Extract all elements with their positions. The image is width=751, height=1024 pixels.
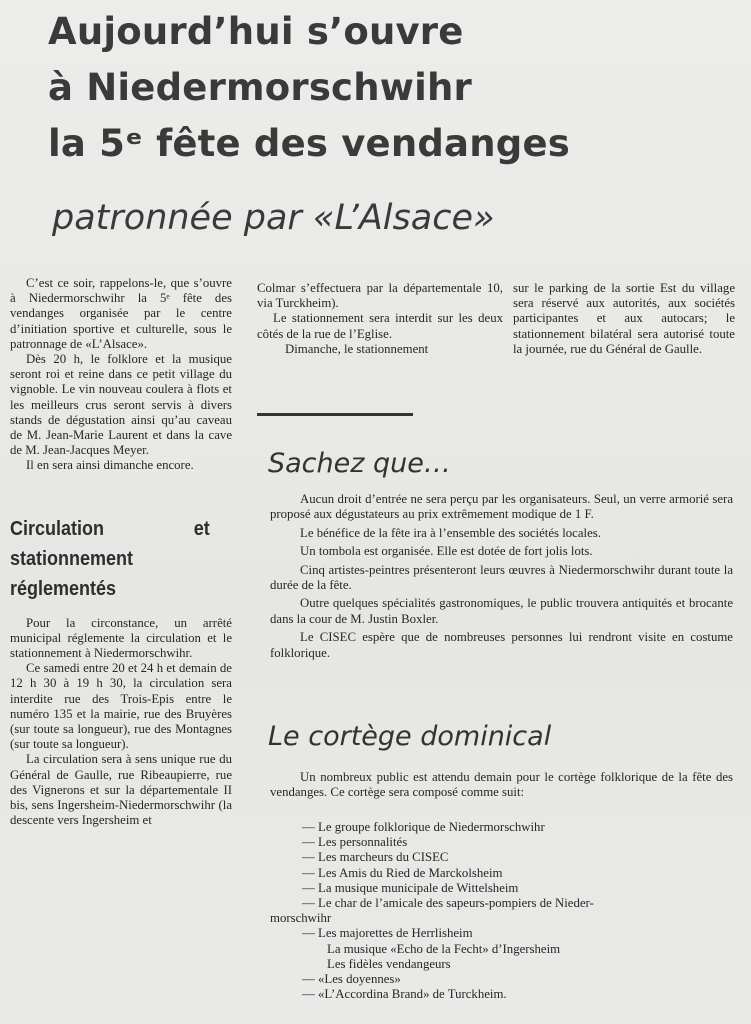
sachez-title: Sachez que…	[268, 448, 451, 479]
paragraph: Un tombola est organisée. Elle est dotée de fort jolis lots.	[300, 544, 593, 559]
column-2	[257, 281, 503, 357]
list-item: La musique «Echo de la Fecht» d’Ingersheim	[327, 941, 561, 956]
list-item: — Les Amis du Ried de Marckolsheim	[302, 865, 503, 880]
list-item: — Les personnalités	[302, 835, 408, 850]
list-item: Les fidèles vendangeurs	[327, 956, 451, 971]
cortege-list	[270, 820, 733, 1002]
cortege-intro	[270, 770, 733, 804]
headline-line-1: Aujourd’hui s’ouvre	[48, 10, 464, 53]
list-item: — «L’Accordina Brand» de Turckheim.	[302, 987, 507, 1002]
list-item: — «Les doyennes»	[302, 972, 401, 987]
divider-rule	[257, 413, 413, 416]
headline	[48, 4, 728, 172]
paragraph: Ce samedi entre 20 et 24 h et demain de 12 h 30 à 19 h 30, la circulation sera interdite rue des Trois-Epis entre le numéro 135 et la mairie, rue des Bruyères (sur toute sa longueur), rue des Montagnes (sur toute sa longueur).	[10, 661, 232, 752]
column-1	[10, 276, 232, 828]
paragraph: Cinq artistes-peintres présenteront leurs œuvres à Niedermorschwihr durant toute la durée de la fête.	[270, 562, 733, 593]
subheadline: patronnée par «L’Alsace»	[52, 198, 495, 238]
cortege-title: Le cortège dominical	[268, 721, 552, 752]
paragraph: Un nombreux public est attendu demain pour le cortège folklorique de la fête des vendanges. Ce cortège sera composé comme suit:	[270, 770, 733, 800]
paragraph: C’est ce soir, rappelons-le, que s’ouvre à Niedermorschwihr la 5ᵉ fête des vendanges organisée par le centre d’initiation sportive et culturelle, sous le patronnage de «L’Alsace».	[10, 276, 232, 351]
headline-line-2: à Niedermorschwihr	[48, 66, 472, 109]
list-item: — La musique municipale de Wittelsheim	[302, 880, 519, 895]
paragraph: Le bénéfice de la fête ira à l’ensemble des sociétés locales.	[300, 525, 601, 540]
list-item: — Les marcheurs du CISEC	[302, 850, 449, 865]
paragraph: Colmar s’effectuera par la départementale 10, via Turckheim).	[257, 281, 503, 311]
paragraph: sur le parking de la sortie Est du village sera réservé aux autorités, aux sociétés participantes et aux autocars; le stationnement bilatéral sera autorisé toute la journée, rue du Général de Gaulle.	[513, 281, 735, 356]
paragraph: Pour la circonstance, un arrêté municipal réglemente la circulation et le stationnement à Niedermorschwihr.	[10, 615, 232, 661]
paragraph: Il en sera ainsi dimanche encore.	[26, 458, 194, 473]
list-item: — Le groupe folklorique de Niedermorschwihr	[302, 820, 545, 834]
paragraph: Dimanche, le stationnement	[285, 341, 429, 356]
sachez-block	[270, 492, 733, 664]
list-item: morschwihr	[270, 911, 332, 926]
paragraph: Le stationnement sera interdit sur les deux côtés de la rue de l’Eglise.	[257, 311, 503, 341]
headline-line-3: la 5ᵉ fête des vendanges	[48, 122, 570, 165]
list-item: — Le char de l’amicale des sapeurs-pompiers de Nieder-	[302, 896, 594, 911]
paragraph: La circulation sera à sens unique rue du Général de Gaulle, rue Ribeaupierre, rue des Vignerons et sur la départementale II bis, sens Ingersheim-Niedermorschwihr (la descente vers Ingersheim et	[10, 752, 232, 828]
paragraph: Dès 20 h, le folklore et la musique seront roi et reine dans ce petit village du vignoble. Le vin nouveau coulera à flots et les meilleurs crus seront servis à divers stands de dégustation ainsi qu’au caveau de M. Jean-Marie Laurent et dans la cave de M. Jean-Jacques Meyer.	[10, 352, 232, 458]
paragraph: Le CISEC espère que de nombreuses personnes lui rendront visite en costume folklorique.	[270, 630, 733, 660]
column-3	[513, 281, 735, 357]
section-title-circulation: Circulation et stationnement réglementés	[10, 517, 210, 600]
paragraph: Outre quelques spécialités gastronomiques, le public trouvera antiquités et brocante dans la cour de M. Justin Boxler.	[270, 596, 733, 626]
list-item: — Les majorettes de Herrlisheim	[302, 926, 473, 941]
paragraph: Aucun droit d’entrée ne sera perçu par les organisateurs. Seul, un verre armorié sera proposé aux dégustateurs au prix extrêmement modique de 1 F.	[270, 492, 733, 522]
